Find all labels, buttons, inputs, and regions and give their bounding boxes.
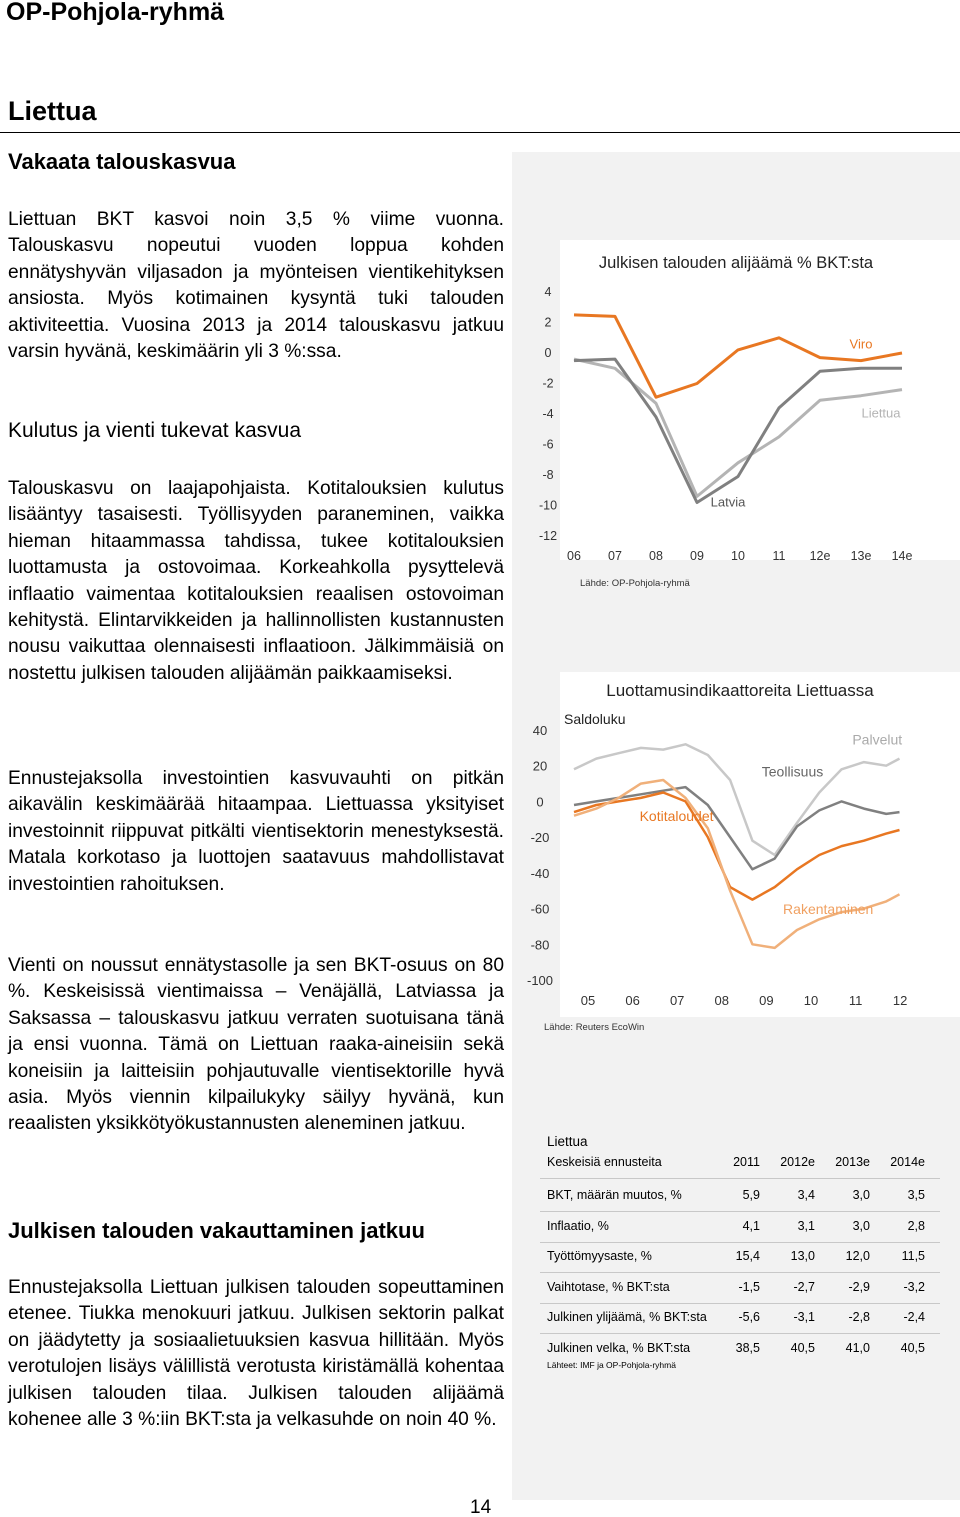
table-col-2011: 2011 [733,1155,760,1169]
table-row [540,1219,940,1243]
table-row-divider [540,1211,940,1212]
table-row [540,1310,940,1334]
table-row-label: Inflaatio, % [547,1218,609,1233]
heading-stable-growth: Vakaata talouskasvua [8,149,236,174]
y-tick-label: 0 [536,794,544,810]
table-row-divider [540,1303,940,1304]
x-tick-label: 07 [608,549,622,563]
table-row-divider [540,1242,940,1243]
table-cell: 15,4 [735,1249,760,1264]
table-cell: 12,0 [845,1249,870,1264]
paragraph-investments [8,766,504,898]
paragraph-4: Vienti on noussut ennätystasolle ja sen BKT-osuus on 80 %. Keskeisissä vientimaissa – Venäjällä, Latviassa ja Saksassa – talouskasvu jatkuu verraten suotuisana tänä ja ensi vuonna. Tämä on Liettuan raaka-aineisiin sekä koneisiin ja laitteisiin pohjautuvalle vientisektorille hyvä asia. Myös viennin kilpailukyky säilyy hyvänä, kun reaalisten yksikkötyökustannusten aleneminen jatkuu. [8,955,504,1135]
table-col-2012e: 2012e [780,1155,815,1169]
table-row-label: Vaihtotase, % BKT:sta [547,1279,670,1294]
table-row [540,1280,940,1304]
table-cell: 13,0 [790,1249,815,1264]
paragraph-exports [8,953,504,1138]
paragraph-1: Liettuan BKT kasvoi noin 3,5 % viime vuonna. Talouskasvu nopeutui vuoden loppua kohden ennätyshyvän viljasadon ja myönteisen vientikehityksen ansiosta. Myös kotimainen kysyntä tuki talouden aktiviteettia. Vuosina 2013 ja 2014 talouskasvu jatkuu varsin hyvänä, keskimäärin yli 3 %:ssa. [8,209,504,363]
table-col-2013e: 2013e [835,1155,870,1169]
chart-source: Lähde: OP-Pohjola-ryhmä [580,578,690,589]
x-tick-label: 12 [892,993,908,1008]
legend-label-viro: Viro [849,336,873,352]
chart-deficit [512,240,960,600]
x-tick-label: 09 [759,993,774,1008]
x-tick-label: 14e [891,549,913,563]
y-tick-label: 20 [532,758,548,774]
y-axis-label: Saldoluku [564,711,626,727]
chart-title: Luottamusindikaattoreita Liettuassa [606,681,874,700]
table-cell: -2,4 [903,1310,925,1325]
section-growth [8,148,504,176]
y-tick-label: -80 [530,937,550,953]
y-tick-label: 2 [544,315,552,330]
y-tick-label: -12 [538,529,558,543]
table-cell: -5,6 [738,1310,760,1325]
table-row-label: Työttömyysaste, % [547,1249,652,1264]
legend-label-liettua: Liettua [861,405,901,421]
x-tick-label: 10 [731,549,745,563]
y-tick-label: 40 [532,723,548,738]
table-cell: 38,5 [735,1341,760,1355]
paragraph-consumption [8,476,504,687]
table-cell: 4,1 [742,1218,760,1233]
heading-public-finance: Julkisen talouden vakauttaminen jatkuu [8,1218,425,1243]
chart-source: Lähde: Reuters EcoWin [544,1022,645,1033]
table-source: Lähteet: IMF ja OP-Pohjola-ryhmä [547,1360,676,1370]
section-consumption [8,417,504,445]
y-tick-label: -20 [530,830,550,846]
table-cell: 11,5 [901,1249,925,1264]
table-row-label: BKT, määrän muutos, % [547,1188,682,1202]
legend-label-kotitaloudet: Kotitaloudet [639,808,714,825]
organization-name: OP-Pohjola-ryhmä [6,0,225,26]
legend-label-rakentaminen: Rakentaminen [783,900,874,917]
title-divider [0,132,960,133]
page-number: 14 [470,1497,492,1517]
section-public-finance [8,1217,504,1245]
x-tick-label: 10 [803,993,819,1008]
page-title: Liettua [8,96,97,126]
table-cell: 40,5 [790,1341,815,1355]
table-row [540,1249,940,1273]
table-cell: -2,8 [848,1310,870,1325]
table-subtitle: Keskeisiä ennusteita [547,1155,662,1169]
chart-title: Julkisen talouden alijäämä % BKT:sta [598,254,874,272]
table-row-label: Julkinen ylijäämä, % BKT:sta [547,1310,707,1325]
table-cell: -3,2 [903,1279,925,1294]
x-tick-label: 06 [567,549,581,563]
table-row-label: Julkinen velka, % BKT:sta [547,1341,691,1355]
x-tick-label: 06 [625,993,640,1008]
legend-label-palvelut: Palvelut [852,731,903,748]
table-row-divider [540,1333,940,1334]
legend-label-latvia: Latvia [710,494,746,510]
y-tick-label: -2 [542,376,554,391]
paragraph-5: Ennustejaksolla Liettuan julkisen talouden sopeuttaminen etenee. Tiukka menokuuri jatkuu. Julkisen sektorin palkat on jäädytetty ja sosiaalietuuksien kasvua hillitään. Myös verotulojen lisäys välillistä verotusta kiristämällä kohentaa julkisen talouden tilaa. Julkisen talouden alijäämä kohenee alle 3 %:iin BKT:sta ja velkasuhde on noin 40 %. [8,1277,504,1431]
table-cell: 3,0 [852,1188,870,1202]
table-title: Liettua [547,1134,588,1149]
table-row-divider [540,1272,940,1273]
paragraph-gdp [8,207,504,365]
table-col-2014e: 2014e [890,1155,925,1169]
x-tick-label: 13e [850,549,872,563]
x-tick-label: 09 [690,549,704,563]
table-cell: 2,8 [907,1218,925,1233]
table-row [540,1188,940,1212]
table-cell: 40,5 [900,1341,925,1355]
table-cell: -3,1 [793,1310,815,1325]
table-cell: -1,5 [738,1279,760,1294]
chart-plot-area [560,240,960,560]
y-tick-label: -8 [542,468,554,482]
x-tick-label: 11 [772,549,786,563]
table-cell: 3,4 [797,1188,815,1202]
x-tick-label: 07 [669,993,685,1008]
legend-label-teollisuus: Teollisuus [761,763,824,780]
y-tick-label: -10 [538,498,558,513]
y-tick-label: -100 [526,973,554,988]
table-cell: -2,7 [793,1279,815,1294]
table-cell: 3,0 [852,1218,870,1233]
table-cell: -2,9 [848,1279,870,1294]
x-tick-label: 12e [809,549,831,563]
heading-consumption-exports: Kulutus ja vienti tukevat kasvua [8,419,301,442]
y-tick-label: 4 [544,285,552,299]
paragraph-3: Ennustejaksolla investointien kasvuvauhti on pitkän aikavälin keskimäärää hitaampaa. Liettuassa yksityiset investoinnit riippuvat pitkälti vientisektorin menestyksestä. Matala korkotaso ja luottojen saatavuus mahdollistavat investointien rahoituksen. [8,768,504,895]
table-header-rule [540,1178,940,1179]
paragraph-2: Talouskasvu on laajapohjaista. Kotitalouksien kulutus lisääntyy tasaisesti. Työllisyyden paraneminen, vaikka hieman hitaammassa tahdissa, tukee kotitalouksien luottamusta ja ostovoimaa. Korkeahkolla pysyttelevä inflaatio vaimentaa kotitalouksien reaalisen ostovoiman kehitystä. Elintarvikkeiden ja hallinnollisten kustannusten nousu vaikuttaa olennaisesti inflaatioon. Jälkimmäisiä on nostettu julkisen talouden alijäämän paikkaamiseksi. [8,478,504,684]
chart-confidence [512,672,960,1042]
y-tick-label: -4 [542,407,554,421]
x-tick-label: 11 [848,993,863,1008]
table-cell: 3,5 [907,1188,925,1202]
y-tick-label: -6 [542,437,554,452]
table-cell: 3,1 [797,1218,815,1233]
x-tick-label: 08 [649,549,663,563]
y-tick-label: -60 [530,901,550,917]
paragraph-public-finance [8,1275,504,1433]
x-tick-label: 05 [580,993,596,1008]
table-cell: 5,9 [742,1188,760,1202]
y-tick-label: -40 [530,865,550,881]
x-tick-label: 08 [714,993,730,1008]
y-tick-label: 0 [544,346,552,360]
table-cell: 41,0 [845,1341,870,1355]
